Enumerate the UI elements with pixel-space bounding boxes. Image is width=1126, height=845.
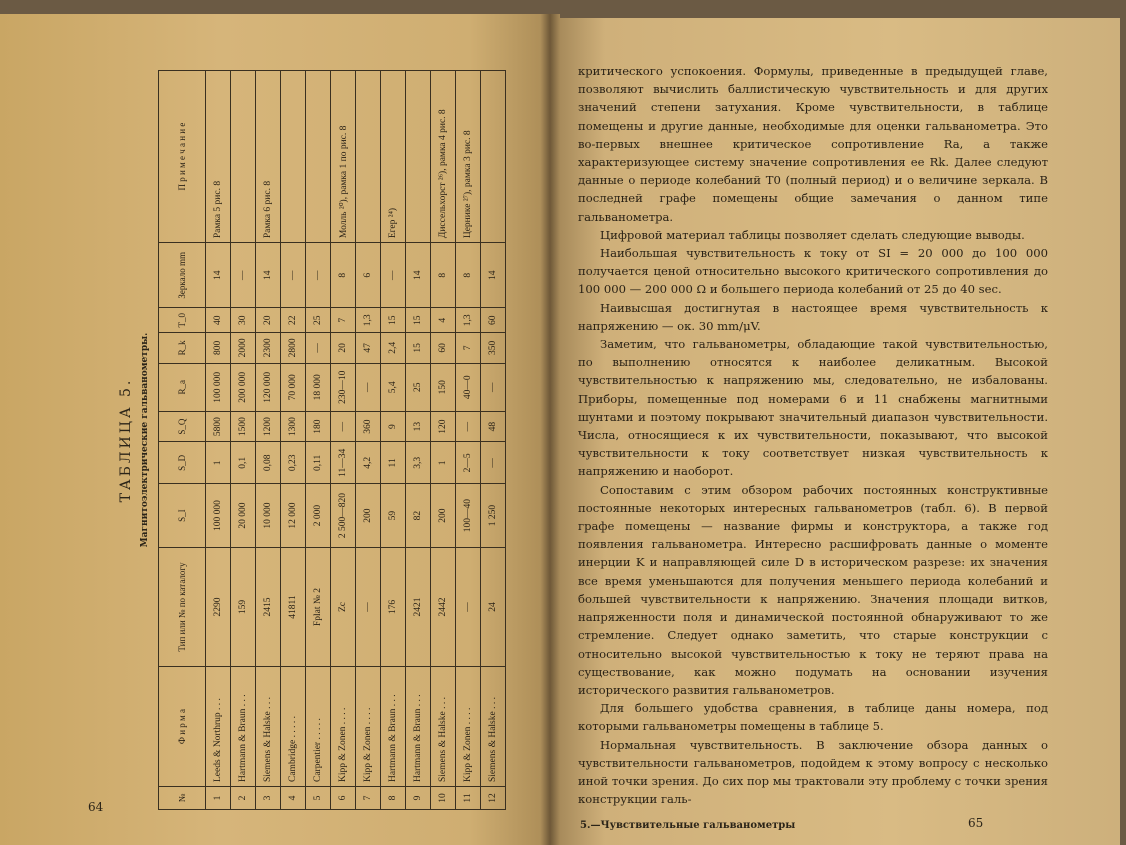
table-cell: 6 xyxy=(331,787,356,810)
table-cell: 1200 xyxy=(256,411,281,441)
table-cell: — xyxy=(331,411,356,441)
table-cell: Цернике ²⁷), рамка 3 рис. 8 xyxy=(456,71,481,243)
table-cell: 2 xyxy=(231,787,256,810)
table-row xyxy=(256,71,281,810)
table-cell: 2442 xyxy=(431,547,456,666)
table-cell: 12 xyxy=(481,787,506,810)
table-cell: 120 xyxy=(431,411,456,441)
paragraph: Сопоставим с этим обзором рабочих постоянных конструктивные постоянные некоторых интересных гальванометров (табл. 6). В первой графе помещены — название фирмы и конструктора, а также год появления гальванометра. Интересно расшифровать данные о моменте инерции K и направляющей силе D в историческом разрезе: их значения все время уменьшаются для получения меньшего периода колебаний и большей чувствительности к напряжению. Значения площади витков, напряженности поля и динамической постоянной обнаруживают то же стремление. Следует однако заметить, что старые конструкции с относительно высокой чувствительностью к току не теряют права на существование, как можно подумать на основании изучения исторического развития гальванометров. xyxy=(578,482,1048,697)
table-cell: 11 xyxy=(381,442,406,484)
col-header: Зеркало mm xyxy=(159,243,206,308)
table-cell: — xyxy=(381,243,406,308)
rotated-table-area xyxy=(100,60,510,820)
table-cell: 360 xyxy=(356,411,381,441)
table-cell: 18 000 xyxy=(306,363,331,411)
table-cell: 350 xyxy=(481,333,506,363)
table-cell: 0,08 xyxy=(256,442,281,484)
table-row xyxy=(431,71,456,810)
table-cell: 15 xyxy=(406,333,431,363)
table-cell: Leeds & Northrup . . . xyxy=(206,667,231,787)
table-cell: 176 xyxy=(381,547,406,666)
table-cell: 1,3 xyxy=(356,308,381,333)
col-header: R_a xyxy=(159,363,206,411)
table-row xyxy=(406,71,431,810)
table-cell: Kipp & Zonen . . . . xyxy=(356,667,381,787)
table-cell: 5 xyxy=(306,787,331,810)
table-cell: Zc xyxy=(331,547,356,666)
table-cell: 25 xyxy=(406,363,431,411)
table-cell: 4 xyxy=(431,308,456,333)
table-cell: Рамка 5 рис. 8 xyxy=(206,71,231,243)
table-cell: 25 xyxy=(306,308,331,333)
col-header: S_I xyxy=(159,484,206,547)
table-row xyxy=(231,71,256,810)
table-cell: 150 xyxy=(431,363,456,411)
table-cell: Siemens & Halske . . . xyxy=(256,667,281,787)
table-cell: 120 000 xyxy=(256,363,281,411)
table-cell: — xyxy=(306,243,331,308)
table-cell: 15 xyxy=(381,308,406,333)
table-cell: 82 xyxy=(406,484,431,547)
table-cell: 2300 xyxy=(256,333,281,363)
table-cell: Hartmann & Braun . . . xyxy=(406,667,431,787)
table-cell: 8 xyxy=(456,243,481,308)
table-cell: 5,4 xyxy=(381,363,406,411)
paragraph: Нормальная чувствительность. В заключение обзора данных о чувствительности гальванометров, подойдем к этому вопросу с несколько иной точки зрения. До сих пор мы трактовали эту проблему с точки зрения конструкции галь- xyxy=(578,737,1048,807)
rotated-table-content xyxy=(100,60,510,820)
table-cell: 0,23 xyxy=(281,442,306,484)
col-header: № xyxy=(159,787,206,810)
table-cell: 9 xyxy=(381,411,406,441)
table-cell: Carpentier . . . . . xyxy=(306,667,331,787)
table-cell: 14 xyxy=(256,243,281,308)
col-header: П р и м е ч а н и е xyxy=(159,71,206,243)
table-cell: 20 xyxy=(331,333,356,363)
table-cell: 1500 xyxy=(231,411,256,441)
table-cell: 10 xyxy=(431,787,456,810)
table-cell: 2,4 xyxy=(381,333,406,363)
col-header: R_k xyxy=(159,333,206,363)
table-cell: Fplat № 2 xyxy=(306,547,331,666)
table-cell: 100 000 xyxy=(206,363,231,411)
table-cell: 22 xyxy=(281,308,306,333)
table-cell: Kipp & Zonen . . . . xyxy=(456,667,481,787)
table-cell: 2290 xyxy=(206,547,231,666)
table-cell: 159 xyxy=(231,547,256,666)
table-cell: 40 xyxy=(206,308,231,333)
table-cell: 60 xyxy=(431,333,456,363)
table-cell: 6 xyxy=(356,243,381,308)
paragraph: Заметим, что гальванометры, обладающие такой чувствительностью, по выполнению относятся к наиболее деликатным. Высокой чувствительностью к напряжению мы, следовательно, не избалованы. Приборы, помещенные под номерами 6 и 11 снабжены магнитными шунтами и поэтому покрывают значительный диапазон чувствительности. Числа, относящиеся к их чувствительности, показывают, что высокой чувствительности к току соответствует низкая чувствительность к напряжению и наоборот. xyxy=(578,337,1048,479)
table-cell: 11 xyxy=(456,787,481,810)
table-row xyxy=(356,71,381,810)
table-cell: Hartmann & Braun . . . xyxy=(231,667,256,787)
table-cell: 41811 xyxy=(281,547,306,666)
table-cell: Hartmann & Braun . . . xyxy=(381,667,406,787)
table-cell: 4 xyxy=(281,787,306,810)
table-cell: 13 xyxy=(406,411,431,441)
table-cell: 200 xyxy=(431,484,456,547)
table-title: ТАБЛИЦА 5. xyxy=(118,377,134,503)
table-cell: 1 250 xyxy=(481,484,506,547)
table-cell: — xyxy=(481,442,506,484)
table-cell xyxy=(406,71,431,243)
table-cell: 3,3 xyxy=(406,442,431,484)
page-number-left: 64 xyxy=(88,800,104,814)
table-cell: 59 xyxy=(381,484,406,547)
table-cell: 2415 xyxy=(256,547,281,666)
table-cell xyxy=(306,71,331,243)
col-header: Тип или № по каталогу xyxy=(159,547,206,666)
table-cell: 2 000 xyxy=(306,484,331,547)
table-cell: 15 xyxy=(406,308,431,333)
table-cell: — xyxy=(231,243,256,308)
table-cell: 30 xyxy=(231,308,256,333)
table-row xyxy=(481,71,506,810)
table-cell: 3 xyxy=(256,787,281,810)
col-header: Ф и р м а xyxy=(159,667,206,787)
table-cell: 48 xyxy=(481,411,506,441)
col-header: T_0 xyxy=(159,308,206,333)
table-cell: Егер ²⁴) xyxy=(381,71,406,243)
table-cell: 1300 xyxy=(281,411,306,441)
table-cell: 14 xyxy=(406,243,431,308)
table-cell: 2 500—820 xyxy=(331,484,356,547)
paragraph: Для большего удобства сравнения, в таблице даны номера, под которыми гальванометры помещены в таблице 5. xyxy=(578,701,1048,734)
table-cell: 60 xyxy=(481,308,506,333)
table-cell: 1 xyxy=(431,442,456,484)
table-row xyxy=(381,71,406,810)
table-cell: Диссельхорст ²⁶), рамка 4 рис. 8 xyxy=(431,71,456,243)
table-cell: 8 xyxy=(431,243,456,308)
table-row xyxy=(456,71,481,810)
table-cell: 230—10 xyxy=(331,363,356,411)
table-cell: Siemens & Halske . . . xyxy=(481,667,506,787)
table-row xyxy=(206,71,231,810)
table-cell: — xyxy=(306,333,331,363)
table-cell: 9 xyxy=(406,787,431,810)
table-cell: 4,2 xyxy=(356,442,381,484)
table-cell: 2800 xyxy=(281,333,306,363)
table-cell: — xyxy=(281,243,306,308)
table-cell: Kipp & Zonen . . . . xyxy=(331,667,356,787)
table-cell: 200 000 xyxy=(231,363,256,411)
book-gutter xyxy=(540,14,560,845)
col-header: S_Q xyxy=(159,411,206,441)
table-cell: Рамка 6 рис. 8 xyxy=(256,71,281,243)
table-row xyxy=(306,71,331,810)
table-cell: 8 xyxy=(381,787,406,810)
table-cell: 2—5 xyxy=(456,442,481,484)
table-cell: Молль ²⁰), рамка 1 по рис. 8 xyxy=(331,71,356,243)
table-cell: 100 000 xyxy=(206,484,231,547)
table-cell: 12 000 xyxy=(281,484,306,547)
table-row xyxy=(331,71,356,810)
table-cell: 180 xyxy=(306,411,331,441)
table-body xyxy=(206,71,506,810)
table-cell: 40—0 xyxy=(456,363,481,411)
table-cell: — xyxy=(456,411,481,441)
table-cell: 11—34 xyxy=(331,442,356,484)
table-cell: 20 xyxy=(256,308,281,333)
table-cell: 800 xyxy=(206,333,231,363)
paragraph: Цифровой материал таблицы позволяет сделать следующие выводы. xyxy=(600,227,1025,242)
col-header: S_D xyxy=(159,442,206,484)
table-cell: 1,3 xyxy=(456,308,481,333)
table-cell: 10 000 xyxy=(256,484,281,547)
running-footer: 5.—Чувствительные гальванометры xyxy=(580,820,796,831)
paragraph: Наивысшая достигнутая в настоящее время чувствительность к напряжению — ок. 30 mm/μV. xyxy=(578,300,1048,333)
table-cell: 1 xyxy=(206,787,231,810)
table-cell: 14 xyxy=(481,243,506,308)
table-cell: 5800 xyxy=(206,411,231,441)
table-cell: 200 xyxy=(356,484,381,547)
galvanometer-table xyxy=(158,70,506,810)
table-cell: 2000 xyxy=(231,333,256,363)
table-cell: 7 xyxy=(456,333,481,363)
page-number-right: 65 xyxy=(968,816,984,830)
table-cell xyxy=(481,71,506,243)
paragraph: критического успокоения. Формулы, приведенные в предыдущей главе, позволяют вычислить баллистическую чувствительность и для других значений степени затухания. Кроме чувствительности, в таблице помещены и другие данные, необходимые для оценки гальванометра. Это во-первых внешнее критическое сопротивление Ra, а также характеризующее систему значение сопротивления ее Rk. Далее следуют данные о периоде колебаний T0 (полный период) и о величине зеркала. В последней графе помещены общие замечания о данном типе гальванометра. xyxy=(578,64,1048,224)
table-cell: — xyxy=(356,363,381,411)
table-cell: Siemens & Halske . . . xyxy=(431,667,456,787)
paragraph: Наибольшая чувствительность к току от SI = 20 000 до 100 000 получается ценой относительно высокого критического сопротивления до 100 000 — 200 000 Ω и большего периода колебаний от 25 до 40 sec. xyxy=(578,246,1048,297)
right-page-text xyxy=(578,62,1048,808)
table-cell: 2421 xyxy=(406,547,431,666)
table-cell: 47 xyxy=(356,333,381,363)
table-cell: 14 xyxy=(206,243,231,308)
table-cell: 0,11 xyxy=(306,442,331,484)
table-cell: — xyxy=(481,363,506,411)
table-cell: 24 xyxy=(481,547,506,666)
table-cell xyxy=(231,71,256,243)
table-cell: 70 000 xyxy=(281,363,306,411)
table-cell: 7 xyxy=(331,308,356,333)
table-cell: 7 xyxy=(356,787,381,810)
table-cell xyxy=(356,71,381,243)
table-cell: 1 xyxy=(206,442,231,484)
table-cell: — xyxy=(356,547,381,666)
table-cell: 20 000 xyxy=(231,484,256,547)
table-row xyxy=(281,71,306,810)
table-cell: 8 xyxy=(331,243,356,308)
table-cell: 0,1 xyxy=(231,442,256,484)
table-header-row xyxy=(159,71,206,810)
table-subtitle: Магнитоэлектрические гальванометры. xyxy=(140,332,150,548)
table-cell: 100—40 xyxy=(456,484,481,547)
table-cell: — xyxy=(456,547,481,666)
table-cell xyxy=(281,71,306,243)
table-cell: Cambridge . . . . . xyxy=(281,667,306,787)
